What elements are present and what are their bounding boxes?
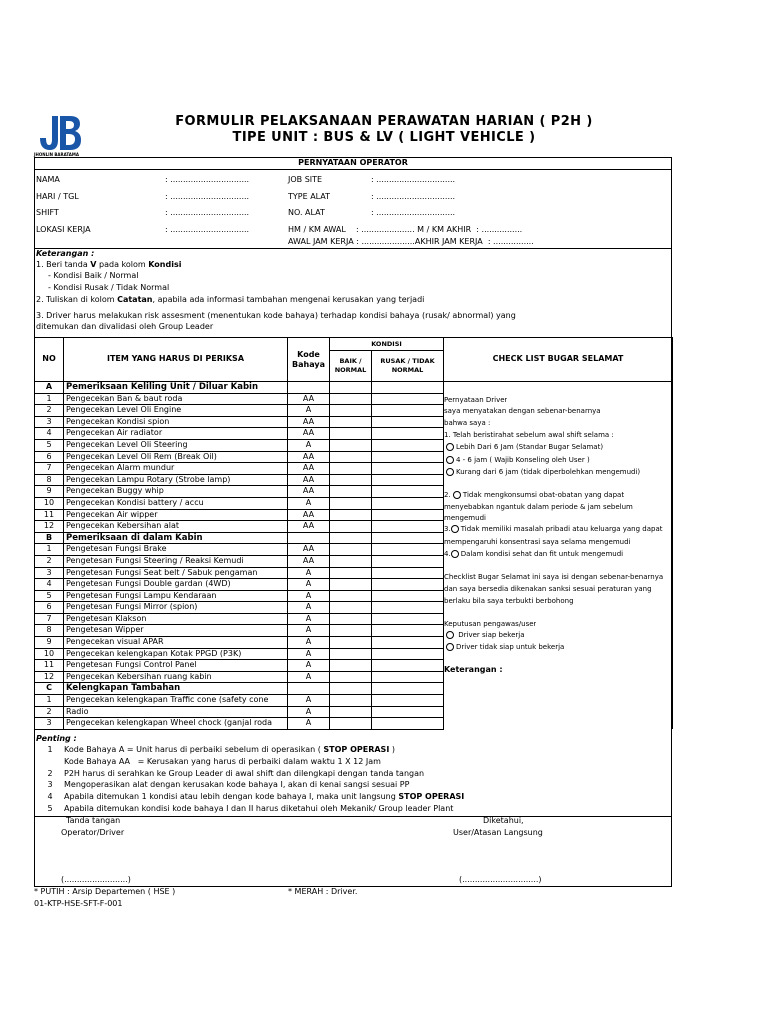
row-kode-bahaya: A: [288, 405, 330, 417]
section-letter: A: [35, 382, 64, 394]
hari-tgl-field[interactable]: : ...............................: [165, 192, 250, 201]
row-baik-checkbox[interactable]: [330, 718, 372, 730]
row-kode-bahaya: AA: [288, 463, 330, 475]
option-driver-siap[interactable]: Driver siap bekerja: [446, 631, 525, 639]
row-no: 5: [35, 439, 64, 451]
section-check-cell: [444, 683, 673, 695]
row-baik-checkbox[interactable]: [330, 637, 372, 649]
row-kode-bahaya: AA: [288, 451, 330, 463]
row-baik-checkbox[interactable]: [330, 660, 372, 672]
penting-text: Kode Bahaya A = Unit harus di perbaiki sebelum di operasikan (: [64, 745, 324, 754]
penting-heading: Penting :: [36, 734, 77, 743]
row-rusak-checkbox[interactable]: [372, 416, 444, 428]
radio-circle-icon[interactable]: [446, 643, 454, 651]
table-row: [35, 613, 673, 625]
col-kondisi-header: KONDISI: [330, 338, 444, 351]
row-baik-checkbox[interactable]: [330, 393, 372, 405]
checklist-statement-1: Checklist Bugar Selamat ini saya isi dengan sebenar-benarnya: [444, 573, 664, 581]
penting-item: [36, 792, 464, 801]
row-rusak-checkbox[interactable]: [372, 718, 444, 730]
penting-text: Apabila ditemukan 1 kondisi atau lebih dengan kode bahaya I, maka unit langsung: [64, 792, 399, 802]
job-site-field[interactable]: : ...............................: [371, 175, 456, 184]
table-row: [35, 625, 673, 637]
point-1-text: 1. Telah beristirahat sebelum awal shift selama :: [444, 431, 614, 439]
row-item: Pengetesan Fungsi Seat belt / Sabuk pengaman: [64, 567, 288, 579]
row-baik-checkbox[interactable]: [330, 590, 372, 602]
row-no: 9: [35, 637, 64, 649]
row-rusak-checkbox[interactable]: [372, 521, 444, 533]
radio-circle-icon[interactable]: [453, 491, 461, 499]
no-alat-label: NO. ALAT: [288, 208, 325, 217]
row-item: Pengecekan Air wipper: [64, 509, 288, 521]
row-baik-checkbox[interactable]: [330, 497, 372, 509]
row-baik-checkbox[interactable]: [330, 405, 372, 417]
row-item: Radio: [64, 706, 288, 718]
inspection-table: [34, 337, 673, 730]
radio-circle-icon[interactable]: [451, 525, 459, 533]
hm-km-awal-field[interactable]: HM / KM AWAL : ..................... M / KM AKHIR : ................: [288, 225, 523, 234]
row-rusak-checkbox[interactable]: [372, 486, 444, 498]
signature-right-line[interactable]: (..............................): [459, 875, 542, 884]
row-no: 12: [35, 521, 64, 533]
row-item: Pengecekan kelengkapan Traffic cone (safety cone: [64, 695, 288, 707]
radio-circle-icon[interactable]: [446, 631, 454, 639]
section-kode-cell: [288, 382, 330, 394]
type-alat-field[interactable]: : ...............................: [371, 192, 456, 201]
checklist-statement-2: dan saya bersedia dikenakan sanksi sesuai peraturan yang: [444, 585, 652, 593]
row-no: 6: [35, 602, 64, 614]
penting-tail: ): [389, 745, 395, 754]
row-kode-bahaya: A: [288, 497, 330, 509]
row-baik-checkbox[interactable]: [330, 463, 372, 475]
row-rusak-checkbox[interactable]: [372, 695, 444, 707]
row-no: 2: [35, 706, 64, 718]
row-kode-bahaya: A: [288, 637, 330, 649]
keterangan-heading: Keterangan :: [36, 249, 95, 258]
row-item: Pengetesan Fungsi Steering / Reaksi Kemudi: [64, 555, 288, 567]
penting-bold: STOP OPERASI: [398, 792, 465, 802]
row-kode-bahaya: A: [288, 718, 330, 730]
col-rusak-header: RUSAK / TIDAK NORMAL: [372, 351, 444, 382]
table-row: [35, 671, 673, 683]
type-alat-label: TYPE ALAT: [288, 192, 331, 201]
row-rusak-checkbox[interactable]: [372, 393, 444, 405]
row-kode-bahaya: AA: [288, 555, 330, 567]
section-baik-cell: [330, 532, 372, 544]
point-3[interactable]: 3. Tidak memiliki masalah pribadi atau keluarga yang dapat: [444, 525, 663, 533]
row-item: Pengecekan Level Oli Engine: [64, 405, 288, 417]
row-rusak-checkbox[interactable]: [372, 463, 444, 475]
row-item: Pengecekan kelengkapan Kotak PPGD (P3K): [64, 648, 288, 660]
row-no: 5: [35, 590, 64, 602]
row-baik-checkbox[interactable]: [330, 474, 372, 486]
keterangan-line-3a: 3. Driver harus melakukan risk assesment (menentukan kode bahaya) terhadap kondisi bahaya (rusak/ abnormal) yang: [36, 311, 516, 320]
row-rusak-checkbox[interactable]: [372, 451, 444, 463]
radio-circle-icon[interactable]: [446, 443, 454, 451]
row-rusak-checkbox[interactable]: [372, 544, 444, 556]
row-rusak-checkbox[interactable]: [372, 474, 444, 486]
radio-circle-icon[interactable]: [446, 468, 454, 476]
row-kode-bahaya: A: [288, 625, 330, 637]
col-no-header: NO: [35, 338, 64, 382]
penting-no: 3: [47, 780, 53, 790]
row-kode-bahaya: A: [288, 579, 330, 591]
row-item: Pengecekan Lampu Rotary (Strobe lamp): [64, 474, 288, 486]
section-row: [35, 683, 673, 695]
section-title: Pemeriksaan Keliling Unit / Diluar Kabin: [64, 382, 288, 394]
row-no: 4: [35, 579, 64, 591]
row-no: 6: [35, 451, 64, 463]
row-baik-checkbox[interactable]: [330, 486, 372, 498]
signature-right-role: User/Atasan Langsung: [453, 828, 543, 837]
row-no: 3: [35, 718, 64, 730]
penting-no: 5: [47, 804, 53, 813]
form-code: 01-KTP-HSE-SFT-F-001: [34, 899, 123, 908]
row-kode-bahaya: A: [288, 439, 330, 451]
row-item: Pengecekan kelengkapan Wheel chock (ganjal roda: [64, 718, 288, 730]
row-item: Pengecekan Kondisi battery / accu: [64, 497, 288, 509]
row-no: 11: [35, 509, 64, 521]
row-baik-checkbox[interactable]: [330, 602, 372, 614]
hari-tgl-label: HARI / TGL: [36, 192, 79, 201]
row-baik-checkbox[interactable]: [330, 555, 372, 567]
penting-text: Apabila ditemukan kondisi kode bahaya I dan II harus diketahui oleh Mekanik/ Group leader Plant: [64, 804, 454, 813]
row-rusak-checkbox[interactable]: [372, 625, 444, 637]
row-rusak-checkbox[interactable]: [372, 567, 444, 579]
row-check-cell: [444, 695, 673, 707]
row-no: 7: [35, 463, 64, 475]
shift-label: SHIFT: [36, 208, 59, 217]
row-kode-bahaya: AA: [288, 509, 330, 521]
row-rusak-checkbox[interactable]: [372, 613, 444, 625]
operator-heading: PERNYATAAN OPERATOR: [298, 158, 408, 167]
pernyataan-text-1: saya menyatakan dengan sebenar-benarnya: [444, 407, 601, 415]
row-baik-checkbox[interactable]: [330, 648, 372, 660]
row-baik-checkbox[interactable]: [330, 451, 372, 463]
keterangan-line-1: 1. Beri tanda V pada kolom Kondisi: [36, 260, 182, 269]
row-rusak-checkbox[interactable]: [372, 648, 444, 660]
row-kode-bahaya: A: [288, 671, 330, 683]
row-item: Pengetesan Fungsi Lampu Kendaraan: [64, 590, 288, 602]
checklist-statement-3: berlaku bila saya terbukti berbohong: [444, 597, 574, 605]
signature-left-label: Tanda tangan: [66, 816, 121, 825]
row-check-cell: [444, 706, 673, 718]
checklist-keterangan: Keterangan :: [444, 665, 503, 674]
row-no: 8: [35, 625, 64, 637]
row-rusak-checkbox[interactable]: [372, 555, 444, 567]
option-kurang-6-jam[interactable]: Kurang dari 6 jam (tidak diperbolehkan mengemudi): [446, 468, 640, 476]
jam-kerja-field[interactable]: AWAL JAM KERJA : .....................AKHIR JAM KERJA : ................: [288, 237, 534, 246]
form-title: FORMULIR PELAKSANAAN PERAWATAN HARIAN ( P2H ): [175, 114, 593, 129]
point-2[interactable]: 2. Tidak mengkonsumsi obat-obatan yang dapat: [444, 491, 625, 499]
row-item: Pengecekan visual APAR: [64, 637, 288, 649]
penting-item: [36, 745, 395, 754]
keterangan-line-2: 2. Tuliskan di kolom Catatan, apabila ada informasi tambahan mengenai kerusakan yang terjadi: [36, 295, 425, 304]
row-item: Pengetesan Fungsi Double gardan (4WD): [64, 579, 288, 591]
row-rusak-checkbox[interactable]: [372, 602, 444, 614]
radio-circle-icon[interactable]: [451, 550, 459, 558]
row-kode-bahaya: AA: [288, 486, 330, 498]
col-kode-header: Kode Bahaya: [288, 338, 330, 382]
row-item: Pengetesan Fungsi Control Panel: [64, 660, 288, 672]
row-no: 8: [35, 474, 64, 486]
row-no: 7: [35, 613, 64, 625]
row-kode-bahaya: A: [288, 613, 330, 625]
row-kode-bahaya: A: [288, 567, 330, 579]
row-baik-checkbox[interactable]: [330, 439, 372, 451]
row-kode-bahaya: A: [288, 706, 330, 718]
option-lebih-6-jam[interactable]: Lebih Dari 6 Jam (Standar Bugar Selamat): [446, 443, 603, 451]
row-rusak-checkbox[interactable]: [372, 706, 444, 718]
section-kode-cell: [288, 683, 330, 695]
table-row: [35, 602, 673, 614]
penting-item: [36, 769, 424, 778]
section-baik-cell: [330, 382, 372, 394]
row-no: 12: [35, 671, 64, 683]
row-kode-bahaya: AA: [288, 416, 330, 428]
row-no: 2: [35, 405, 64, 417]
section-title: Pemeriksaan di dalam Kabin: [64, 532, 288, 544]
section-rusak-cell: [372, 683, 444, 695]
section-baik-cell: [330, 683, 372, 695]
row-baik-checkbox[interactable]: [330, 579, 372, 591]
penting-no: 4: [47, 792, 53, 802]
signature-left-line[interactable]: (.........................): [61, 875, 131, 884]
section-rusak-cell: [372, 532, 444, 544]
row-item: Pengecekan Kebersihan ruang kabin: [64, 671, 288, 683]
point-3-text-b: mempengaruhi konsentrasi saya selama mengemudi: [444, 538, 631, 546]
row-item: Pengecekan Level Oli Steering: [64, 439, 288, 451]
col-checklist-header: CHECK LIST BUGAR SELAMAT: [444, 338, 673, 382]
section-rusak-cell: [372, 382, 444, 394]
nama-label: NAMA: [36, 175, 60, 184]
row-no: 10: [35, 648, 64, 660]
penting-no: 1: [47, 745, 53, 754]
table-row: [35, 648, 673, 660]
row-kode-bahaya: AA: [288, 474, 330, 486]
row-kode-bahaya: AA: [288, 428, 330, 440]
penting-item: [36, 804, 453, 813]
row-rusak-checkbox[interactable]: [372, 590, 444, 602]
row-no: 9: [35, 486, 64, 498]
penting-text: P2H harus di serahkan ke Group Leader di awal shift dan dilengkapi dengan tanda tangan: [64, 768, 425, 778]
keterangan-line-3b: ditemukan dan divalidasi oleh Group Leader: [36, 322, 214, 331]
shift-field[interactable]: : ...............................: [165, 208, 250, 217]
row-check-cell: [444, 718, 673, 730]
penting-item: [36, 780, 409, 789]
keputusan-pengawas: Keputusan pengawas/user: [444, 620, 537, 628]
table-row: [35, 706, 673, 718]
no-alat-field[interactable]: : ...............................: [371, 208, 456, 217]
point-4[interactable]: 4. Dalam kondisi sehat dan fit untuk mengemudi: [444, 550, 624, 558]
penting-item: [36, 757, 381, 766]
row-kode-bahaya: A: [288, 660, 330, 672]
row-baik-checkbox[interactable]: [330, 706, 372, 718]
footer-putih: * PUTIH : Arsip Departemen ( HSE ): [34, 887, 176, 896]
row-baik-checkbox[interactable]: [330, 509, 372, 521]
row-item: Pengetesan Fungsi Brake: [64, 544, 288, 556]
signature-left-role: Operator/Driver: [61, 828, 125, 837]
row-no: 3: [35, 567, 64, 579]
row-baik-checkbox[interactable]: [330, 567, 372, 579]
row-no: 3: [35, 416, 64, 428]
row-rusak-checkbox[interactable]: [372, 671, 444, 683]
col-item-header: ITEM YANG HARUS DI PERIKSA: [64, 338, 288, 382]
unit-type-title: TIPE UNIT : BUS & LV ( LIGHT VEHICLE ): [232, 130, 536, 145]
section-check-cell: [444, 382, 673, 394]
row-rusak-checkbox[interactable]: [372, 428, 444, 440]
table-row: [35, 718, 673, 730]
row-baik-checkbox[interactable]: [330, 695, 372, 707]
keterangan-rusak: - Kondisi Rusak / Tidak Normal: [48, 283, 170, 292]
row-no: 4: [35, 428, 64, 440]
row-item: Pengecekan Air radiator: [64, 428, 288, 440]
row-item: Pengecekan Alarm mundur: [64, 463, 288, 475]
penting-text: Mengoperasikan alat dengan kerusakan kode bahaya I, akan di kenai sangsi sesuai PP: [64, 780, 410, 790]
row-rusak-checkbox[interactable]: [372, 637, 444, 649]
point-2-text-b: menyebabkan ngantuk dalam periode & jam sebelum: [444, 503, 633, 511]
lokasi-kerja-field[interactable]: : ...............................: [165, 225, 250, 234]
row-baik-checkbox[interactable]: [330, 544, 372, 556]
row-item: Pengecekan Buggy whip: [64, 486, 288, 498]
section-title: Kelengkapan Tambahan: [64, 683, 288, 695]
signature-right-label: Diketahui,: [483, 816, 524, 825]
row-baik-checkbox[interactable]: [330, 613, 372, 625]
row-baik-checkbox[interactable]: [330, 428, 372, 440]
section-kode-cell: [288, 532, 330, 544]
table-row: [35, 416, 673, 428]
row-baik-checkbox[interactable]: [330, 416, 372, 428]
row-rusak-checkbox[interactable]: [372, 579, 444, 591]
footer-merah: * MERAH : Driver.: [288, 887, 358, 896]
penting-bold: STOP OPERASI: [323, 745, 390, 754]
row-item: Pengecekan Kebersihan alat: [64, 521, 288, 533]
lokasi-kerja-label: LOKASI KERJA: [36, 225, 91, 234]
row-rusak-checkbox[interactable]: [372, 439, 444, 451]
option-driver-tidak-siap[interactable]: Driver tidak siap untuk bekerja: [446, 643, 564, 651]
row-no: 1: [35, 695, 64, 707]
row-rusak-checkbox[interactable]: [372, 405, 444, 417]
section-letter: B: [35, 532, 64, 544]
row-baik-checkbox[interactable]: [330, 521, 372, 533]
row-no: 11: [35, 660, 64, 672]
row-item: Pengecekan Ban & baut roda: [64, 393, 288, 405]
row-rusak-checkbox[interactable]: [372, 660, 444, 672]
row-kode-bahaya: AA: [288, 393, 330, 405]
row-rusak-checkbox[interactable]: [372, 509, 444, 521]
row-kode-bahaya: A: [288, 648, 330, 660]
radio-circle-icon[interactable]: [446, 456, 454, 464]
table-row: [35, 393, 673, 405]
keterangan-baik: - Kondisi Baik / Normal: [48, 271, 139, 280]
row-item: Pengecekan Kondisi spion: [64, 416, 288, 428]
col-baik-header: BAIK / NORMAL: [330, 351, 372, 382]
job-site-label: JOB SITE: [288, 175, 323, 184]
table-row: [35, 695, 673, 707]
penting-no: 2: [47, 768, 53, 778]
row-kode-bahaya: A: [288, 590, 330, 602]
row-kode-bahaya: A: [288, 602, 330, 614]
row-baik-checkbox[interactable]: [330, 671, 372, 683]
nama-field[interactable]: : ...............................: [165, 175, 250, 184]
row-item: Pengetesan Fungsi Mirror (spion): [64, 602, 288, 614]
option-4-6-jam[interactable]: 4 - 6 jam ( Wajib Konseling oleh User ): [446, 456, 590, 464]
section-row: [35, 382, 673, 394]
row-item: Pengecekan Level Oli Rem (Break Oil): [64, 451, 288, 463]
row-no: 2: [35, 555, 64, 567]
point-2-text-c: mengemudi: [444, 514, 486, 522]
pernyataan-driver: Pernyataan Driver: [444, 396, 508, 404]
row-no: 10: [35, 497, 64, 509]
row-item: Pengetesan Klakson: [64, 613, 288, 625]
row-baik-checkbox[interactable]: [330, 625, 372, 637]
table-row: [35, 637, 673, 649]
section-letter: C: [35, 683, 64, 695]
row-kode-bahaya: AA: [288, 544, 330, 556]
row-rusak-checkbox[interactable]: [372, 497, 444, 509]
table-row: [35, 660, 673, 672]
row-kode-bahaya: AA: [288, 521, 330, 533]
pernyataan-text-2: bahwa saya :: [444, 419, 491, 427]
row-no: 1: [35, 393, 64, 405]
row-no: 1: [35, 544, 64, 556]
row-kode-bahaya: A: [288, 695, 330, 707]
logo-subtitle: JHONLIN BARATAMA: [34, 152, 79, 157]
penting-text: Kode Bahaya AA = Kerusakan yang harus di perbaiki dalam waktu 1 X 12 Jam: [64, 756, 381, 766]
row-item: Pengetesan Wipper: [64, 625, 288, 637]
